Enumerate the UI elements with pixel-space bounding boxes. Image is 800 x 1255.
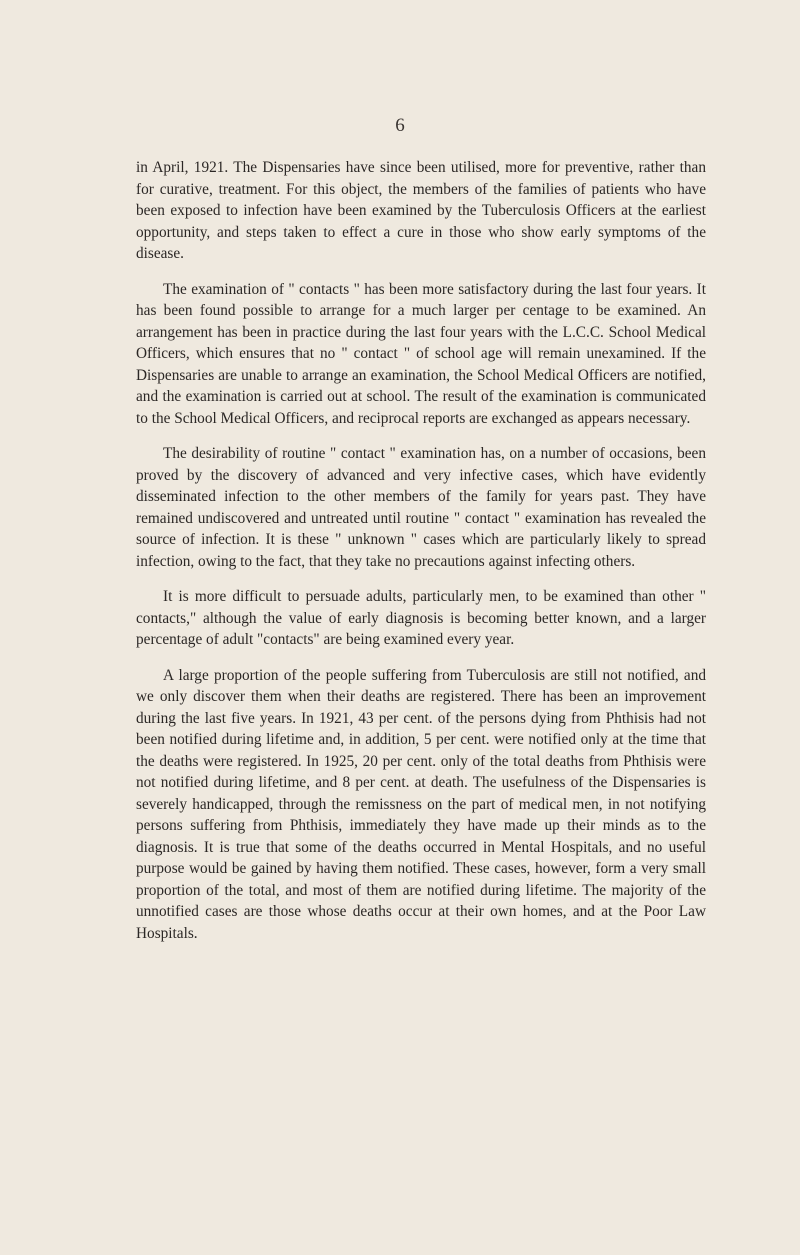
page-number: 6	[395, 115, 405, 136]
body-text	[136, 157, 706, 958]
paragraph-routine-contact: The desirability of routine " contact " examination has, on a number of occasions, been proved by the discovery of advanced and very infective cases, which have evidently disseminated infection to the other members of the family for years past. They have remained undiscovered and untreated until routine " contact " examination has revealed the source of infection. It is these " unknown " cases which are particularly likely to spread infection, owing to the fact, that they take no precautions against infecting others.	[136, 445, 706, 570]
paragraph-notification: A large proportion of the people suffering from Tuberculosis are still not notified, and we only discover them when their deaths are registered. There has been an improvement during the last five years. In 1921, 43 per cent. of the persons dying from Phthisis had not been notified during lifetime and, in addition, 5 per cent. were notified only at the time that the deaths were registered. In 1925, 20 per cent. only of the total deaths from Phthisis were not notified during lifetime, and 8 per cent. at death. The usefulness of the Dispensaries is severely handicapped, through the remissness on the part of medical men, in not notifying persons suffering from Phthisis, immediately they have made up their minds as to the diagnosis. It is true that some of the deaths occurred in Mental Hospitals, and no useful purpose would be gained by having them notified. These cases, however, form a very small proportion of the total, and most of them are notified during lifetime. The majority of the unnotified cases are those whose deaths occur at their own homes, and at the Poor Law Hospitals.	[136, 666, 706, 942]
paragraph-contacts-examination: The examination of " contacts " has been more satisfactory during the last four years. It has been found possible to arrange for a much larger per centage to be examined. An arrangement has been in practice during the last four years with the L.C.C. School Medical Officers, which ensures that no " contact " of school age will remain unexamined. If the Dispensaries are unable to arrange an examination, the School Medical Officers are notified, and the examination is carried out at school. The result of the examination is communicated to the School Medical Officers, and reciprocal reports are exchanged as appears necessary.	[136, 280, 706, 427]
paragraph-continuation: in April, 1921. The Dispensaries have since been utilised, more for preventive, rather than for curative, treatment. For this object, the members of the families of patients who have been exposed to infection have been examined by the Tuberculosis Officers at the earliest opportunity, and steps taken to effect a cure in those who show early symptoms of the disease.	[136, 159, 706, 262]
paragraph-adults: It is more difficult to persuade adults, particularly men, to be examined than other " contacts," although the value of early diagnosis is becoming better known, and a larger percentage of adult "contacts" are being examined every year.	[136, 588, 706, 648]
